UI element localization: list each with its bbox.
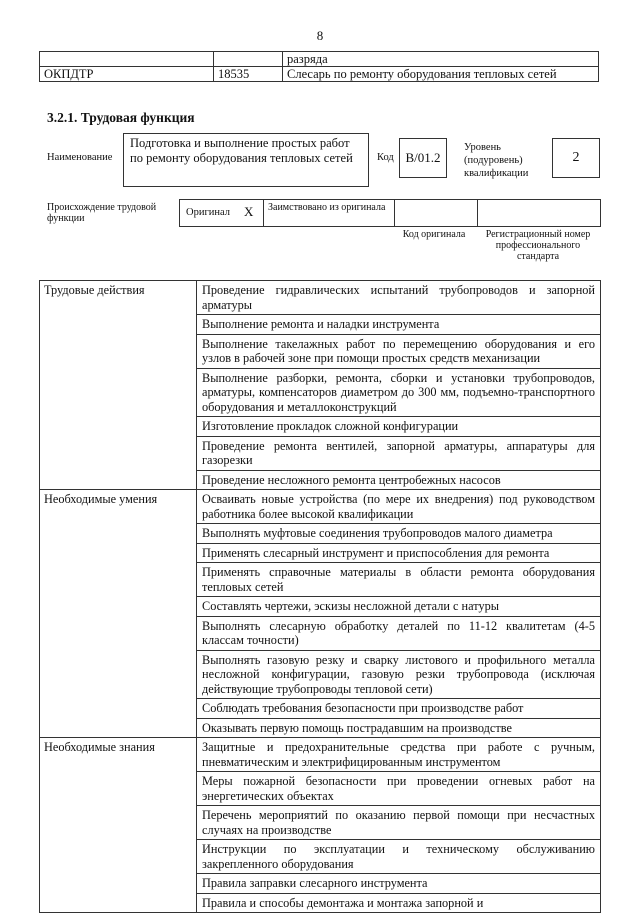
requirement-item: Правила и способы демонтажа и монтажа запорной и <box>197 893 601 913</box>
okpdtr-table <box>39 51 599 82</box>
reg-number-caption: Регистрационный номер профессионального стандарта <box>485 229 591 262</box>
requirement-item: Защитные и предохранительные средства при работе с ручным, пневматическим и электрифицированным инструментом <box>197 738 601 772</box>
requirement-item: Соблюдать требования безопасности при производстве работ <box>197 699 601 719</box>
requirement-item: Выполнение такелажных работ по перемещению оборудования и его узлов в рабочей зоне при помощи простых средств механизации <box>197 334 601 368</box>
requirements-table <box>39 280 601 913</box>
table-row <box>40 52 599 67</box>
requirement-item: Перечень мероприятий по оказанию первой помощи при несчастных случаях на производстве <box>197 806 601 840</box>
category-cell: Трудовые действия <box>40 281 197 490</box>
origin-label: Происхождение трудовой функции <box>47 202 157 224</box>
table-cell: 18535 <box>214 67 283 82</box>
level-label: Уровень (подуровень) квалификации <box>464 142 529 179</box>
requirement-item: Проведение несложного ремонта центробежных насосов <box>197 470 601 490</box>
requirement-item: Выполнение ремонта и наладки инструмента <box>197 315 601 335</box>
code-box: B/01.2 <box>399 138 447 178</box>
category-cell: Необходимые знания <box>40 738 197 913</box>
table-cell: Слесарь по ремонту оборудования тепловых сетей <box>283 67 599 82</box>
requirement-item: Проведение гидравлических испытаний трубопроводов и запорной арматуры <box>197 281 601 315</box>
requirement-item: Инструкции по эксплуатации и техническому обслуживанию закрепленного оборудования <box>197 840 601 874</box>
category-cell: Необходимые умения <box>40 490 197 738</box>
code-label: Код <box>377 152 394 163</box>
table-row <box>40 738 601 772</box>
original-label: Оригинал <box>186 207 230 218</box>
requirement-item: Выполнять муфтовые соединения трубопроводов малого диаметра <box>197 524 601 544</box>
function-name-box: Подготовка и выполнение простых работ по ремонту оборудования тепловых сетей <box>123 133 369 187</box>
origin-box <box>179 199 601 227</box>
requirement-item: Применять справочные материалы в области ремонта оборудования тепловых сетей <box>197 563 601 597</box>
requirement-item: Выполнять газовую резку и сварку листового и профильного металла несложной конфигурации, газовую резки трубопровода (исключая действующие трубопроводы тепловой сети) <box>197 650 601 699</box>
table-row <box>40 281 601 315</box>
page-number: 8 <box>316 28 324 43</box>
table-row <box>40 67 599 82</box>
table-cell: разряда <box>283 52 599 67</box>
requirement-item: Оказывать первую помощь пострадавшим на производстве <box>197 718 601 738</box>
requirements-body <box>40 281 601 913</box>
level-box: 2 <box>552 138 600 178</box>
table-row <box>40 490 601 524</box>
requirement-item: Выполнение разборки, ремонта, сборки и установки трубопроводов, арматуры, компенсаторов диаметром до 300 мм, подъемно-транспортного оборудования и металлоконструкций <box>197 368 601 417</box>
table-cell: ОКПДТР <box>40 67 214 82</box>
requirement-item: Проведение ремонта вентилей, запорной арматуры, аппаратуры для газорезки <box>197 436 601 470</box>
requirement-item: Правила заправки слесарного инструмента <box>197 874 601 894</box>
original-mark: X <box>244 204 254 219</box>
section-title: 3.2.1. Трудовая функция <box>47 110 195 125</box>
requirement-item: Меры пожарной безопасности при проведении огневых работ на энергетических объектах <box>197 772 601 806</box>
requirement-item: Выполнять слесарную обработку деталей по 11-12 квалитетам (4-5 классам точности) <box>197 616 601 650</box>
borrowed-label: Заимствовано из оригинала <box>268 202 386 213</box>
divider <box>477 200 478 226</box>
code-original-caption: Код оригинала <box>402 229 466 240</box>
requirement-item: Применять слесарный инструмент и приспособления для ремонта <box>197 543 601 563</box>
divider <box>263 200 264 226</box>
name-label: Наименование <box>47 152 113 163</box>
table-cell <box>214 52 283 67</box>
requirement-item: Составлять чертежи, эскизы несложной детали с натуры <box>197 597 601 617</box>
divider <box>394 200 395 226</box>
requirement-item: Изготовление прокладок сложной конфигурации <box>197 417 601 437</box>
requirement-item: Осваивать новые устройства (по мере их внедрения) под руководством работника более высокой квалификации <box>197 490 601 524</box>
table-cell <box>40 52 214 67</box>
